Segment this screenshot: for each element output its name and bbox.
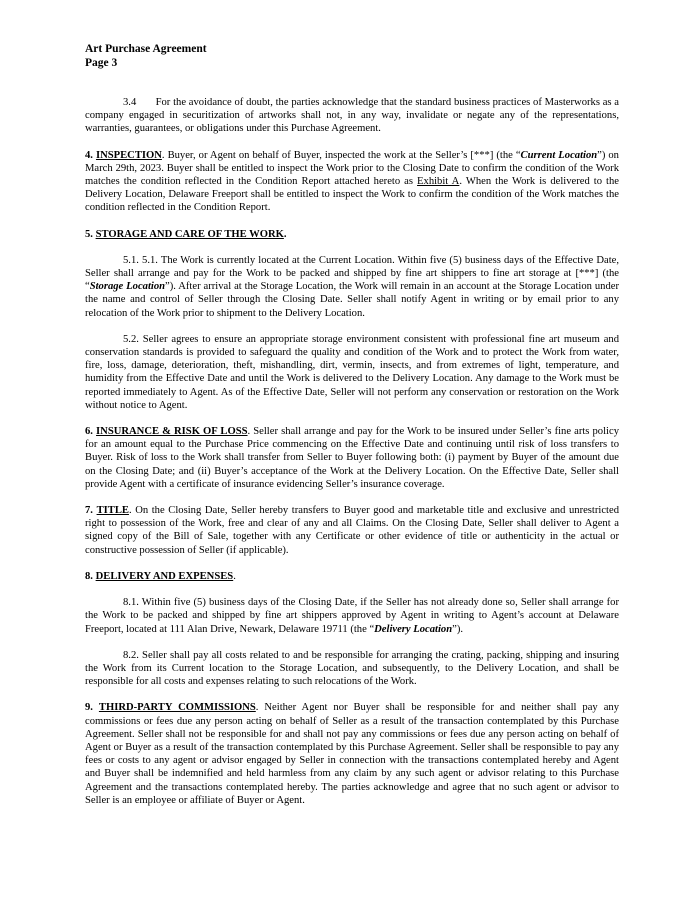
section-number: 7. (85, 505, 93, 517)
defined-term: Delivery Location (374, 623, 453, 635)
section-number: 8. (85, 570, 93, 582)
section-text: 5.1. 5.1. The Work is currently located at the Current Location. Within five (5) business days of the Effective Date, Seller shall arrange and pay for the Work to be packed and shipped by fine art shippers to fine art storage at [***] (the “ (85, 254, 619, 293)
section-5-heading (85, 228, 619, 241)
section-4-inspection (85, 149, 619, 215)
section-heading: INSPECTION (95, 149, 162, 161)
document-body (85, 96, 619, 820)
section-text: For the avoidance of doubt, the parties acknowledge that the standard business practices of Masterworks as a company engaged in securitization of artworks shall not, in any way, invalidate or negate any of the representations, warranties, guarantees, or obligations under this Purchase Agreement. (85, 97, 619, 135)
section-8-heading (85, 570, 619, 583)
section-heading: THIRD-PARTY COMMISSIONS (98, 702, 256, 714)
section-text: 8.1. Within five (5) business days of the Closing Date, if the Seller has not already done so, Seller shall arrange for the Work to be packed and shipped by fine art shippers approved by Agent in writing to Agent’s account at Delaware Freeport, located at 111 Alan Drive, Newark, Delaware 19711 (the “ (85, 597, 619, 635)
defined-term: Storage Location (89, 281, 166, 293)
exhibit-reference: Exhibit A (417, 176, 460, 188)
section-7-title (85, 504, 619, 557)
section-5-2: 5.2. Seller agrees to ensure an appropriate storage environment consistent with professional fine art museum and conservation standards is provided to safeguard the quality and condition of the Work and to protect the Work from water, fire, loss, damage, deterioration, theft, mishandling, dirt, vermin, insects, and from extremes of light, temperature, and humidity from the Effective Date and until the Work is delivered to the Delivery Location. Any damage to the Work must be reported immediately to Agent. As of the Effective Date, Seller will not perform any conservation or restoration on the Work without notice to Agent. (85, 333, 619, 411)
page-header (85, 42, 207, 70)
section-text: . Buyer, or Agent on behalf of Buyer, inspected the work at the Seller’s [***] (the “ (161, 149, 521, 161)
section-3-4 (85, 96, 619, 136)
heading-period: . (283, 228, 287, 240)
section-text: . Seller shall arrange and pay for the Work to be insured under Seller’s fine arts policy for an amount equal to the Purchase Price commencing on the Effective Date and continuing until risk of loss transfers to Buyer. Risk of loss to the Work shall transfer from Seller to Buyer following both: (i) payment by Buyer of the amount due on the Closing Date; and (ii) Buyer’s acceptance of the Work at the Delivery Location. On the Effective Date, Seller shall provide Agent with a certificate of insurance evidencing Seller’s insurance coverage. (85, 426, 619, 490)
section-5-1 (85, 254, 619, 320)
section-heading: STORAGE AND CARE OF THE WORK (95, 228, 284, 240)
section-text: ”). (452, 623, 464, 635)
defined-term: Current Location (520, 149, 598, 161)
section-6-insurance (85, 425, 619, 491)
section-9-commissions (85, 701, 619, 807)
section-heading: INSURANCE & RISK OF LOSS (96, 426, 248, 438)
section-text: . On the Closing Date, Seller hereby transfers to Buyer good and marketable title and exclusive and unrestricted right to possession of the Work, free and clear of any and all Claims. On the Closing Date, Seller shall deliver to Agent a signed copy of the Bill of Sale, together with any Certificate or other evidence of title or authenticity in the actual or constructive possession of Seller (if applicable). (85, 505, 619, 556)
section-8-2: 8.2. Seller shall pay all costs related to and be responsible for arranging the crating, packing, shipping and insuring the Work from its Current location to the Storage Location, and subsequently, to the Delivery Location, and shall be responsible for all costs and expenses relating to such relocations of the Work. (85, 649, 619, 688)
page-number: Page 3 (85, 57, 118, 69)
section-text: . Neither Agent nor Buyer shall be responsible for and neither shall pay any commissions or fees due any person acting on behalf of Seller as a result of the transaction contemplated by this Purchase Agreement. Seller shall not be responsible for and shall not pay any commissions or fees due any person acting on behalf of Agent or Buyer as a result of the transaction contemplated by this Purchase Agreement. Seller shall be responsible to pay any fees or costs to any agent or advisor engaged by Seller in connection with the transactions contemplated hereby and Agent and Buyer shall be indemnified and held harmless from any claim by any such agent or advisor relating to this Purchase Agreement and the transactions contemplated hereby. The parties acknowledge and agree that no such agent or advisor to Seller is an employee or affiliate of Buyer or Agent. (85, 702, 619, 806)
heading-period: . (233, 570, 236, 582)
section-text: ”). After arrival at the Storage Location, the Work will remain in an account at the Storage Location under the name and control of Seller through the Closing Date. Seller shall notify Agent in writing or by email prior to any relocation of the Work prior to shipment to the Delivery Location. (85, 281, 619, 319)
section-8-1 (85, 596, 619, 636)
section-number: 5. (85, 228, 93, 240)
section-heading: TITLE (96, 505, 129, 517)
section-number: 4. (85, 149, 93, 161)
section-heading: DELIVERY AND EXPENSES (95, 570, 234, 582)
section-text: . When the Work is delivered to the Delivery Location, Delaware Freeport shall be entitled to inspect the Work to confirm the condition of the Work matches the condition reflected in the Condition Report. (85, 176, 619, 214)
section-number: 9. (85, 702, 93, 714)
section-text: ”) on March 29th, 2023. Buyer shall be entitled to inspect the Work prior to the Closing Date to confirm the condition of the Work matches the condition reflected in the Condition Report attached hereto as (85, 149, 619, 188)
section-number: 6. (85, 426, 93, 438)
document-title: Art Purchase Agreement (85, 43, 207, 55)
section-number: 3.4 (123, 97, 137, 108)
